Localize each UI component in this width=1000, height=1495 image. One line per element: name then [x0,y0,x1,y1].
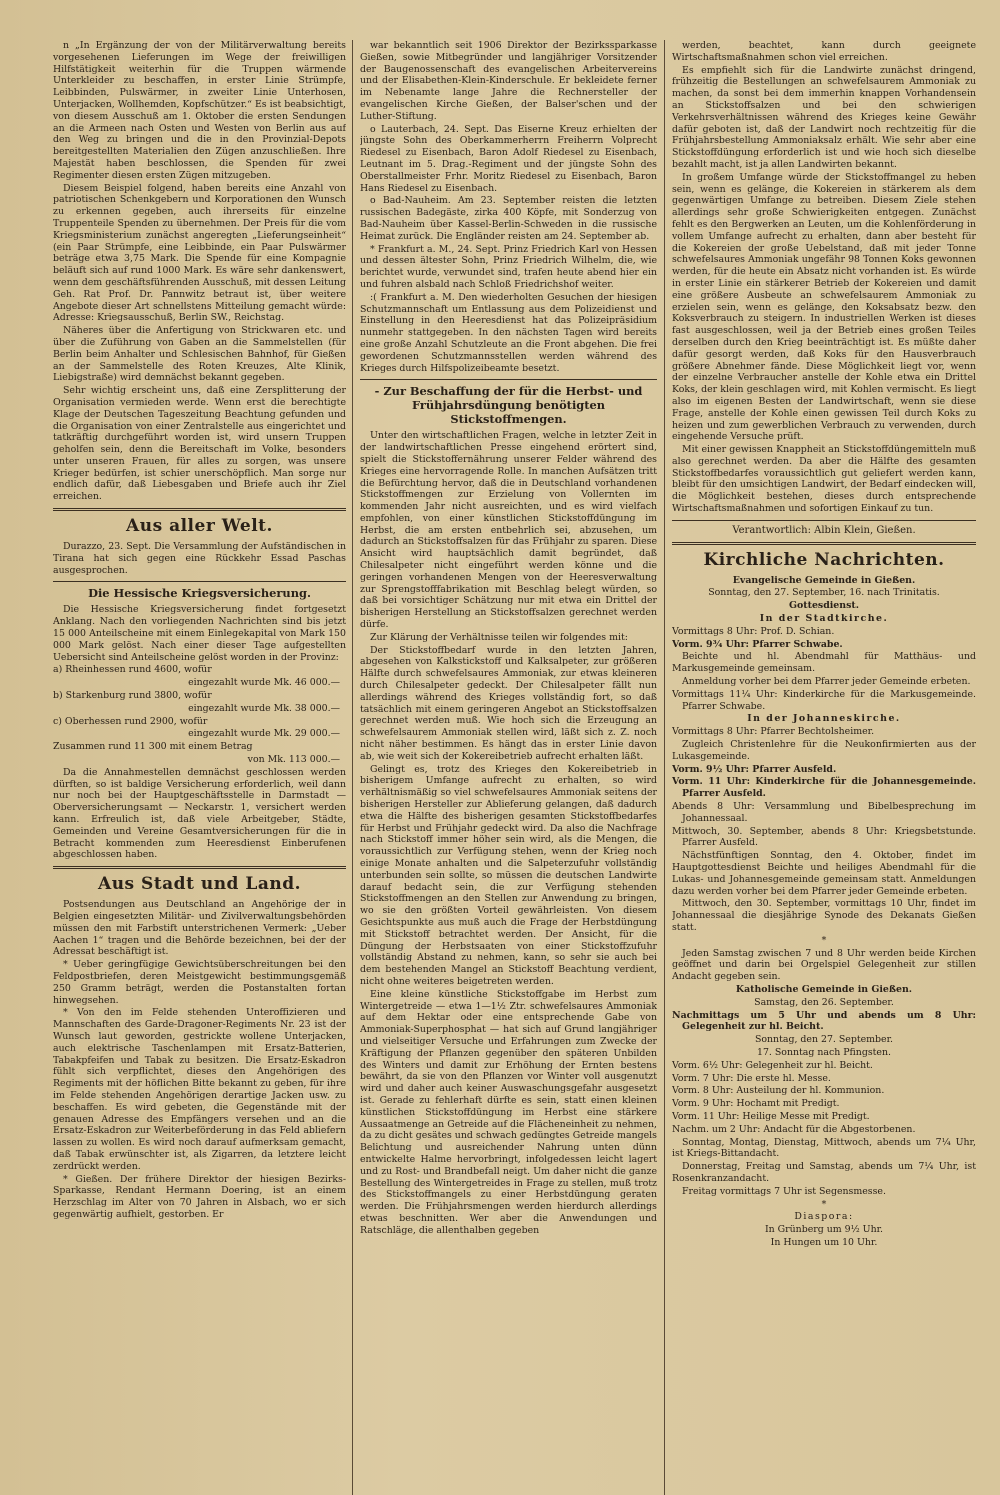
subheading-gottesdienst: Gottesdienst. [789,600,859,612]
column-rule [352,40,353,1495]
section-title-aus-aller-welt: Aus aller Welt. [126,516,273,537]
news-item: Durazzo, 23. Sept. Die Versammlung der Aufständischen in Tirana hat sich gegen eine Rückkehr Essad Paschas ausgesprochen. [53,541,346,576]
service-entry: Vorm. 9½ Uhr: Pfarrer Ausfeld. [672,763,837,775]
section-divider [360,379,657,380]
responsible-editor: Verantwortlich: Albin Klein, Gießen. [732,524,916,536]
paragraph: * Ueber geringfügige Gewichtsüberschreitungen bei den Feldpostbriefen, deren Meistgewicht bestimmungsgemäß 250 Gramm beträgt, werden die Postanstalten fortan hinwegsehen. [53,959,346,1006]
subheading-evangelisch: Evangelische Gemeinde in Gießen. [732,574,916,586]
province-row: c) Oberhessen rund 2900, wofür [53,715,208,727]
paragraph: n „In Ergänzung der von der Militärverwaltung bereits vorgesehenen Lieferungen im Wege der freiwilligen Hilfstätigkeit weiterhin für die Truppen wärmende Unterkleider zu beschaffen, in erster Linie Strümpfe, Leibbinden, Pulswärmer, in zweiter Linie Unterhosen, Unterjacken, Wollhemden, Kopfschützer.“ Es ist beabsichtigt, von diesem Ausschuß am 1. Oktober die ersten Sendungen an die Armeen nach Osten und Westen von Berlin aus auf den Weg zu bringen und die in den Provinzial-Depots bereitgestellten Materialien den Zügen anzuschließen. Ihre Majestät haben beschlossen, die Spenden für zwei Regimenter diesen ersten Zügen mitzugeben. [53,40,346,181]
column-2 [360,40,657,1485]
paragraph: Es empfiehlt sich für die Landwirte zunächst dringend, frühzeitig die Bestellungen an schwefelsaurem Ammoniak zu machen, da sonst bei dem immerhin knappen Vorhandensein an Stickstoffsalzen und bei den schwierigen Verkehrsverhältnissen während des Krieges keine Gewähr dafür geboten ist, daß der Landwirt noch rechtzeitig für die Frühjahrsbestellung Ammoniaksalz erhält. Wie sehr aber eine Stickstoffdüngung erforderlich ist und wie hoch sich dieselbe bezahlt macht, ist ja allen Landwirten bekannt. [672,64,976,170]
paragraph: o Lauterbach, 24. Sept. Das Eiserne Kreuz erhielten der jüngste Sohn des Oberkammerherrn Freiherrn Volprecht Riedesel zu Eisenbach, Baron Adolf Riedesel zu Eisenbach, Leutnant im 5. Drag.-Regiment und der jüngste Sohn des Oberstallmeister Frhr. Moritz Riedesel zu Eisenbach, Baron Hans Riedesel zu Eisenbach. [360,123,657,194]
article-title-kriegsversicherung: Die Hessische Kriegsversicherung. [88,586,311,601]
service-entry: Vormittags 11¼ Uhr: Kinderkirche für die Markusgemeinde. Pfarrer Schwabe. [672,688,976,712]
service-entry: In Hungen um 10 Uhr. [770,1236,878,1248]
section-divider [672,542,976,545]
service-date: Sonntag, den 27. September, 16. nach Trinitatis. [708,587,940,599]
section-title-stadt-und-land: Aus Stadt und Land. [98,874,301,895]
paragraph: Gelingt es, trotz des Krieges den Kokereibetrieb in bisherigem Umfange aufrecht zu erhalten, so wird verhältnismäßig so viel schwefelsaures Ammoniak seitens der bisherigen Hersteller zur Ablieferung gelangen, daß dadurch etwa die Hälfte des bisherigen gesamten Stickstoffbedarfes für Herbst und Frühjahr gedeckt wird. Da also die Nachfrage nach Stickstoff immer höher sein wird, als die Mengen, die voraussichtlich zur Verfügung stehen, wenn der Krieg noch einige Monate anhalten und die Salpeterzufuhr vollständig unterbunden sein sollte, so müssen die deutschen Landwirte darauf bedacht sein, die zur Verfügung stehenden Stickstoffmengen an den Stellen zur Anwendung zu bringen, wo sie den größten Vorteil gewährleisten. Von diesem Gesichtspunkte aus muß auch die Frage der Herbstdüngung mit Stickstoff betrachtet werden. Der Ansicht, für die Düngung der Herbstsaaten von einer Stickstoffzufuhr vollständig Abstand zu nehmen, kann, so sehr sie auch bei dem bestehenden Mangel an Stickstoff Beachtung verdient, nicht ohne weiteres beigetreten werden. [360,763,657,987]
service-entry: Vorm. 8 Uhr: Austeilung der hl. Kommunion. [672,1085,885,1097]
province-amount: eingezahlt wurde Mk. 38 000.— [188,702,340,714]
service-entry: Vorm. 11 Uhr: Heilige Messe mit Predigt. [672,1110,870,1122]
paragraph: Zur Klärung der Verhältnisse teilen wir folgendes mit: [370,631,628,643]
asterisk-separator: * [821,934,827,946]
paragraph: Die Hessische Kriegsversicherung findet fortgesetzt Anklang. Nach den vorliegenden Nachrichten sind bis jetzt 15 000 Anteilscheine mit einem Einlegekapital von Mark 150 000 Mark gelöst. Nach einer dieser Tage aufgestellten Uebersicht sind Anteilscheine gelöst worden in der Provinz: [53,604,346,663]
paragraph: Da die Annahmestellen demnächst geschlossen werden dürften, so ist baldige Versicherung erforderlich, weil dann nur noch bei der Hauptgeschäftsstelle in Darmstadt — Oberversicherungsamt — Neckarstr. 1, versichert werden kann. Erfreulich ist, daß viele Arbeitgeber, Städte, Gemeinden und Vereine Gesamtversicherungen für die in Betracht kommenden zum Heeresdienst Einberufenen abgeschlossen haben. [53,766,346,861]
service-entry: Donnerstag, Freitag und Samstag, abends um 7¼ Uhr, ist Rosenkranzandacht. [672,1161,976,1184]
column-1 [53,40,346,1485]
service-date: 17. Sonntag nach Pfingsten. [756,1046,891,1058]
paragraph: Eine kleine künstliche Stickstoffgabe im Herbst zum Wintergetreide — etwa 1—1½ Ztr. schwefelsaures Ammoniak auf dem Hektar oder eine entsprechende Gabe von Ammoniak-Superphosphat — hat sich auf Grund langjähriger und vielseitiger Versuche und Erfahrungen zum Zwecke der Kräftigung der Pflanzen gegenüber den späteren Unbilden des Winters und damit zur Erhöhung der Ernten bestens bewährt, da sie von den Pflanzen vor Winter voll ausgenutzt wird und daher auch keiner Auswaschungsgefahr ausgesetzt ist. Gerade zu fehlerhaft dürfte es sein, statt einen kleinen künstlichen Stickstoffdüngung im Herbst eine stärkere Aussaatmenge an Getreide auf die Flächeneinheit zu nehmen, da zu dicht gesätes und schwach gedüngtes Getreide mangels Belichtung und ausreichender Nahrung unten dünn entwickelte Halme hervorbringt, infolgedessen leicht lagert und zu Rost- und Brandbefall neigt. Um daher nicht die ganze Bestellung des Wintergetreides in Frage zu stellen, muß trotz des Stickstoffmangels zu einer Herbstdüngung geraten werden. Die Frühjahrsmengen werden hierdurch allerdings etwas beschnitten. Wer aber die Anwendungen und Ratschläge, die allenthalben gegeben [360,988,657,1236]
service-entry: Vormittags 8 Uhr: Prof. D. Schian. [672,625,835,637]
service-entry: Mittwoch, den 30. September, vormittags 10 Uhr, findet im Johannessaal die diesjährige Synode des Dekanats Gießen statt. [672,898,976,933]
service-entry: Sonntag, Montag, Dienstag, Mittwoch, abends um 7¼ Uhr, ist Kriegs-Bittandacht. [672,1136,976,1160]
service-entry: Anmeldung vorher bei dem Pfarrer jeder Gemeinde erbeten. [682,676,971,688]
service-entry: Mittwoch, 30. September, abends 8 Uhr: Kriegsbetstunde. Pfarrer Ausfeld. [672,825,976,849]
section-title-kirchliche-nachrichten: Kirchliche Nachrichten. [703,549,945,570]
paragraph: Unter den wirtschaftlichen Fragen, welche in letzter Zeit in der landwirtschaftlichen Presse eingehend erörtert sind, spielt die Stickstoffernährung unserer Felder während des Krieges eine hervorragende Rolle. In manchen Aufsätzen tritt die Befürchtung hervor, daß die in Deutschland vorhandenen Stickstoffmengen zur Erzielung von Vollernten im kommenden Jahr nicht ausreichten, und es wird vielfach empfohlen, von einer künstlichen Stickstoffdüngung im Herbst, die am ersten entbehrlich sei, abzusehen, um dadurch an Stickstoffsalzen für das Frühjahr zu sparen. Diese Ansicht wird hauptsächlich damit begründet, daß Chilesalpeter nicht eingeführt werden könne und die geringen vorhandenen Mengen von der Heeresverwaltung zur Sprengstofffabrikation mit Beschlag belegt würden, so daß bei vorsichtiger Schätzung nur mit etwa ein Drittel der bisherigen Herstellung an Stickstoffsalzen gerechnet werden dürfe. [360,430,657,631]
paragraph: Sehr wichtig erscheint uns, daß eine Zersplitterung der Organisation vermieden werde. Wenn erst die berechtigte Klage der Deutschen Tageszeitung Beachtung gefunden und die Organisation von einer Zentralstelle aus eingerichtet und tatkräftig durchgeführt worden ist, wird unsern Truppen geholfen sein, denn die Bereitschaft im Volke, besonders unter unseren Frauen, für alles zu sorgen, was unsere Krieger bedürfen, ist schier unerschöpflich. Man sorge nur endlich dafür, daß Liebesgaben und Briefe auch ihr Ziel erreichen. [53,385,346,503]
section-divider [53,866,346,869]
subheading-johanneskirche: In der Johanneskirche. [747,713,901,725]
asterisk-separator: * [821,1198,827,1210]
subheading-diaspora: Diaspora: [794,1211,854,1223]
service-entry: Vormittags 8 Uhr: Pfarrer Bechtolsheimer. [672,726,875,738]
province-amount: eingezahlt wurde Mk. 29 000.— [188,728,340,740]
paragraph: Postsendungen aus Deutschland an Angehörige der in Belgien eingesetzten Militär- und Zivilverwaltungsbehörden müssen den mit Farbstift unterstrichenen Vermerk: „Ueber Aachen 1“ tragen und die Behörde bezeichnen, bei der der Adressat beschäftigt ist. [53,899,346,958]
service-entry: Vorm. 9 Uhr: Hochamt mit Predigt. [672,1098,840,1110]
paragraph: * Gießen. Der frühere Direktor der hiesigen Bezirks-Sparkasse, Rendant Hermann Doering, ist an einem Herzschlag im Alter von 70 Jahren in Alsbach, wo er sich gegenwärtig aufhielt, gestorben. Er [53,1173,346,1220]
service-entry: In Grünberg um 9½ Uhr. [764,1224,884,1236]
section-divider [53,581,346,582]
province-amount: eingezahlt wurde Mk. 46 000.— [188,677,340,689]
paragraph: In großem Umfange würde der Stickstoffmangel zu heben sein, wenn es gelänge, die Kokereien in stärkerem als dem gegenwärtigen Umfange zu betreiben. Diesem Ziele stehen allerdings sehr große Schwierigkeiten entgegen. Zunächst fehlt es den Bergwerken an Leuten, um die Kohlenförderung in vollem Umfange aufrecht zu erhalten, dann aber besteht für die Kokereien der große Uebelstand, daß mit jeder Tonne schwefelsaures Ammoniak ungefähr 98 Tonnen Koks gewonnen werden, für die heute ein Absatz nicht vorhanden ist. Es würde in erster Linie ein stärkerer Betrieb der Kokereien und damit eine größere Ausbeute an schwefelsaurem Ammoniak zu erzielen sein, wenn es gelänge, den Koksabsatz bezw. den Koksverbrauch zu steigern. In industriellen Werken ist dieses fast ausgeschlossen, weil ja der Betrieb eines großen Teiles derselben durch den Krieg beeinträchtigt ist. Es müßte daher dafür gesorgt werden, daß Koks für den Hausverbrauch größere Abnehmer fände. Diese Möglichkeit liegt vor, wenn der einzelne Verbraucher anstelle der Kohle etwa ein Drittel Koks, der klein geschlagen wird, mit Kohlen vermischt. Es liegt also im eigenen Besten der Landwirtschaft, wenn sie diese Frage, anstelle der Kohle einen gewissen Teil durch Koks zu heizen und zum gewerblichen Verbrauch zu verwenden, durch eingehende Versuche prüft. [672,171,976,443]
service-date: Sonntag, den 27. September. [754,1034,894,1046]
paragraph: Diesem Beispiel folgend, haben bereits eine Anzahl von patriotischen Schenkgebern und Korporationen den Wunsch zu erkennen gegeben, auch ihrerseits für einzelne Truppenteile Spenden zu übernehmen. Der Preis für die vom Kriegsministerium zunächst angeregten „Lieferungseinheit“ (ein Paar Strümpfe, eine Leibbinde, ein Paar Pulswärmer beträge etwa 3,75 Mark. Die Spende für eine Kompagnie beläuft sich auf rund 1000 Mark. Es wäre sehr dankenswert, wenn dem geschäftsführenden Ausschuß, mit dessen Leitung Geh. Rat Prof. Dr. Pannwitz betraut ist, über weitere Angebote dieser Art schnellstens Mitteilung gemacht würde: Adresse: Kriegsausschuß, Berlin SW., Reichstag. [53,182,346,324]
service-entry: Nächstfünftigen Sonntag, den 4. Oktober, findet im Hauptgottesdienst Beichte und heiliges Abendmahl für die Lukas- und Johannesgemeinde gemeinsam statt. Anmeldungen dazu werden vorher bei dem Pfarrer jeder Gemeinde erbeten. [672,850,976,897]
paragraph: Der Stickstoffbedarf wurde in den letzten Jahren, abgesehen von Kalkstickstoff und Kalksalpeter, zur größeren Hälfte durch schwefelsaures Ammoniak, zur etwas kleineren durch Chilesalpeter gedeckt. Der Chilesalpeter fällt nun allerdings während des Krieges vollständig fort, so daß tatsächlich mit einem geringeren Angebot an Stickstoffsalzen gerechnet werden muß. Wie hoch sich die Erzeugung an schwefelsaurem Ammoniak stellen wird, läßt sich z. Z. noch nicht näher bestimmen. Es hängt das in erster Linie davon ab, wie weit sich der Kokereibetrieb aufrecht erhalten läßt. [360,644,657,762]
province-row: a) Rheinhessen rund 4600, wofür [53,664,212,676]
paragraph: werden, beachtet, kann durch geeignete Wirtschaftsmaßnahmen schon viel erreichen. [672,40,976,63]
service-entry: Nachm. um 2 Uhr: Andacht für die Abgestorbenen. [672,1123,916,1135]
subheading-katholisch: Katholische Gemeinde in Gießen. [735,983,913,995]
paragraph: Mit einer gewissen Knappheit an Stickstoffdüngemitteln muß also gerechnet werden. Da aber die Hälfte des gesamten Stickstoffbedarfes voraussichtlich gut geliefert werden kann, bleibt für den umsichtigen Landwirt, der Bedarf eindecken will, die Möglichkeit bestehen, dieses durch entsprechende Wirtschaftsmaßnahmen und sofortigen Einkauf zu tun. [672,444,976,515]
total-amount: von Mk. 113 000.— [247,754,340,766]
service-entry: Freitag vormittags 7 Uhr ist Segensmesse. [682,1185,886,1197]
subheading-stadtkirche: In der Stadtkirche. [759,613,889,625]
service-entry: Abends 8 Uhr: Versammlung und Bibelbesprechung im Johannessaal. [672,801,976,824]
paragraph: * Von den im Felde stehenden Unteroffizieren und Mannschaften des Garde-Dragoner-Regiments Nr. 23 ist der Wunsch laut geworden, gestrickte wollene Unterjacken, auch elektrische Taschenlampen mit Ersatz-Batterien, Tabakpfeifen und Tabak zu besitzen. Die Ersatz-Eskadron fühlt sich verpflichtet, dieses den Angehörigen des Regiments mit der höflichen Bitte bekannt zu geben, für ihre im Felde stehenden Angehörigen derartige Jacken usw. zu beschaffen. Es wird gebeten, die Gegenstände mit der genauen Adresse des Empfängers versehen und an die Ersatz-Eskadron zur Weiterbeförderung in das Feld abliefern lassen zu wollen. Es wird noch darauf aufmerksam gemacht, daß Tabak erwünschter ist, als Zigarren, da letztere leicht zerdrückt werden. [53,1007,346,1172]
service-entry: Beichte und hl. Abendmahl für Matthäus- und Markusgemeinde gemeinsam. [672,651,976,675]
service-entry: Vorm. 11 Uhr: Kinderkirche für die Johannesgemeinde. Pfarrer Ausfeld. [672,776,976,800]
service-entry: Nachmittags um 5 Uhr und abends um 8 Uhr: Gelegenheit zur hl. Beicht. [672,1009,976,1033]
service-entry: Vorm. 6½ Uhr: Gelegenheit zur hl. Beicht. [672,1059,873,1071]
total-row: Zusammen rund 11 300 mit einem Betrag [53,741,253,753]
column-3 [672,40,976,1485]
service-entry: Zugleich Christenlehre für die Neukonfirmierten aus der Lukasgemeinde. [672,739,976,762]
paragraph: * Frankfurt a. M., 24. Sept. Prinz Friedrich Karl von Hessen und dessen ältester Sohn, Prinz Friedrich Wilhelm, die, wie berichtet wurde, verwundet sind, trafen heute abend hier ein und fuhren alsbald nach Schloß Friedrichshof weiter. [360,243,657,290]
service-entry: Jeden Samstag zwischen 7 und 8 Uhr werden beide Kirchen geöffnet und darin bei Orgelspiel Gelegenheit zur stillen Andacht gegeben sein. [672,947,976,983]
paragraph: war bekanntlich seit 1906 Direktor der Bezirkssparkasse Gießen, sowie Mitbegründer und langjähriger Vorsitzender der Baugenossenschaft des evangelischen Arbeitervereins und der Elisabethen-Klein-Kinderschule. Er bekleidete ferner im Nebenamte lange Jahre die Rechnersteller der evangelischen Kirche Gießen, der Balser'schen und der Luther-Stiftung. [360,40,657,122]
column-rule [664,40,665,1495]
article-title-stickstoff: - Zur Beschaffung der für die Herbst- und Frühjahrsdüngung benötigten Stickstoffmengen. [374,384,643,427]
paragraph: Näheres über die Anfertigung von Strickwaren etc. und über die Zuführung von Gaben an die Sammelstellen (für Berlin beim Anhalter und Schlesischen Bahnhof, für Gießen an der Sammelstelle des Roten Kreuzes, Alte Klinik, Liebigstraße) wird demnächst bekannt gegeben. [53,325,346,384]
paragraph: o Bad-Nauheim. Am 23. September reisten die letzten russischen Badegäste, zirka 400 Köpfe, mit Sonderzug von Bad-Nauheim über Kassel-Berlin-Schweden in die russische Heimat zurück. Die Engländer reisten am 24. September ab. [360,195,657,242]
section-divider [672,520,976,521]
section-divider [53,508,346,511]
service-entry: Vorm. 9¾ Uhr: Pfarrer Schwabe. [672,638,843,650]
paragraph: :( Frankfurt a. M. Den wiederholten Gesuchen der hiesigen Schutzmannschaft um Entlassung aus dem Polizeidienst und Einstellung in den Heeresdienst hat das Polizeipräsidium nunmehr stattgegeben. In den nächsten Tagen wird bereits eine große Anzahl Schutzleute an die Front abgehen. Die frei gewordenen Schutzmannsstellen werden während des Krieges durch Hilfspolizeibeamte besetzt. [360,291,657,374]
province-row: b) Starkenburg rund 3800, wofür [53,690,212,702]
service-date: Samstag, den 26. September. [754,996,894,1008]
service-entry: Vorm. 7 Uhr: Die erste hl. Messe. [672,1072,831,1084]
